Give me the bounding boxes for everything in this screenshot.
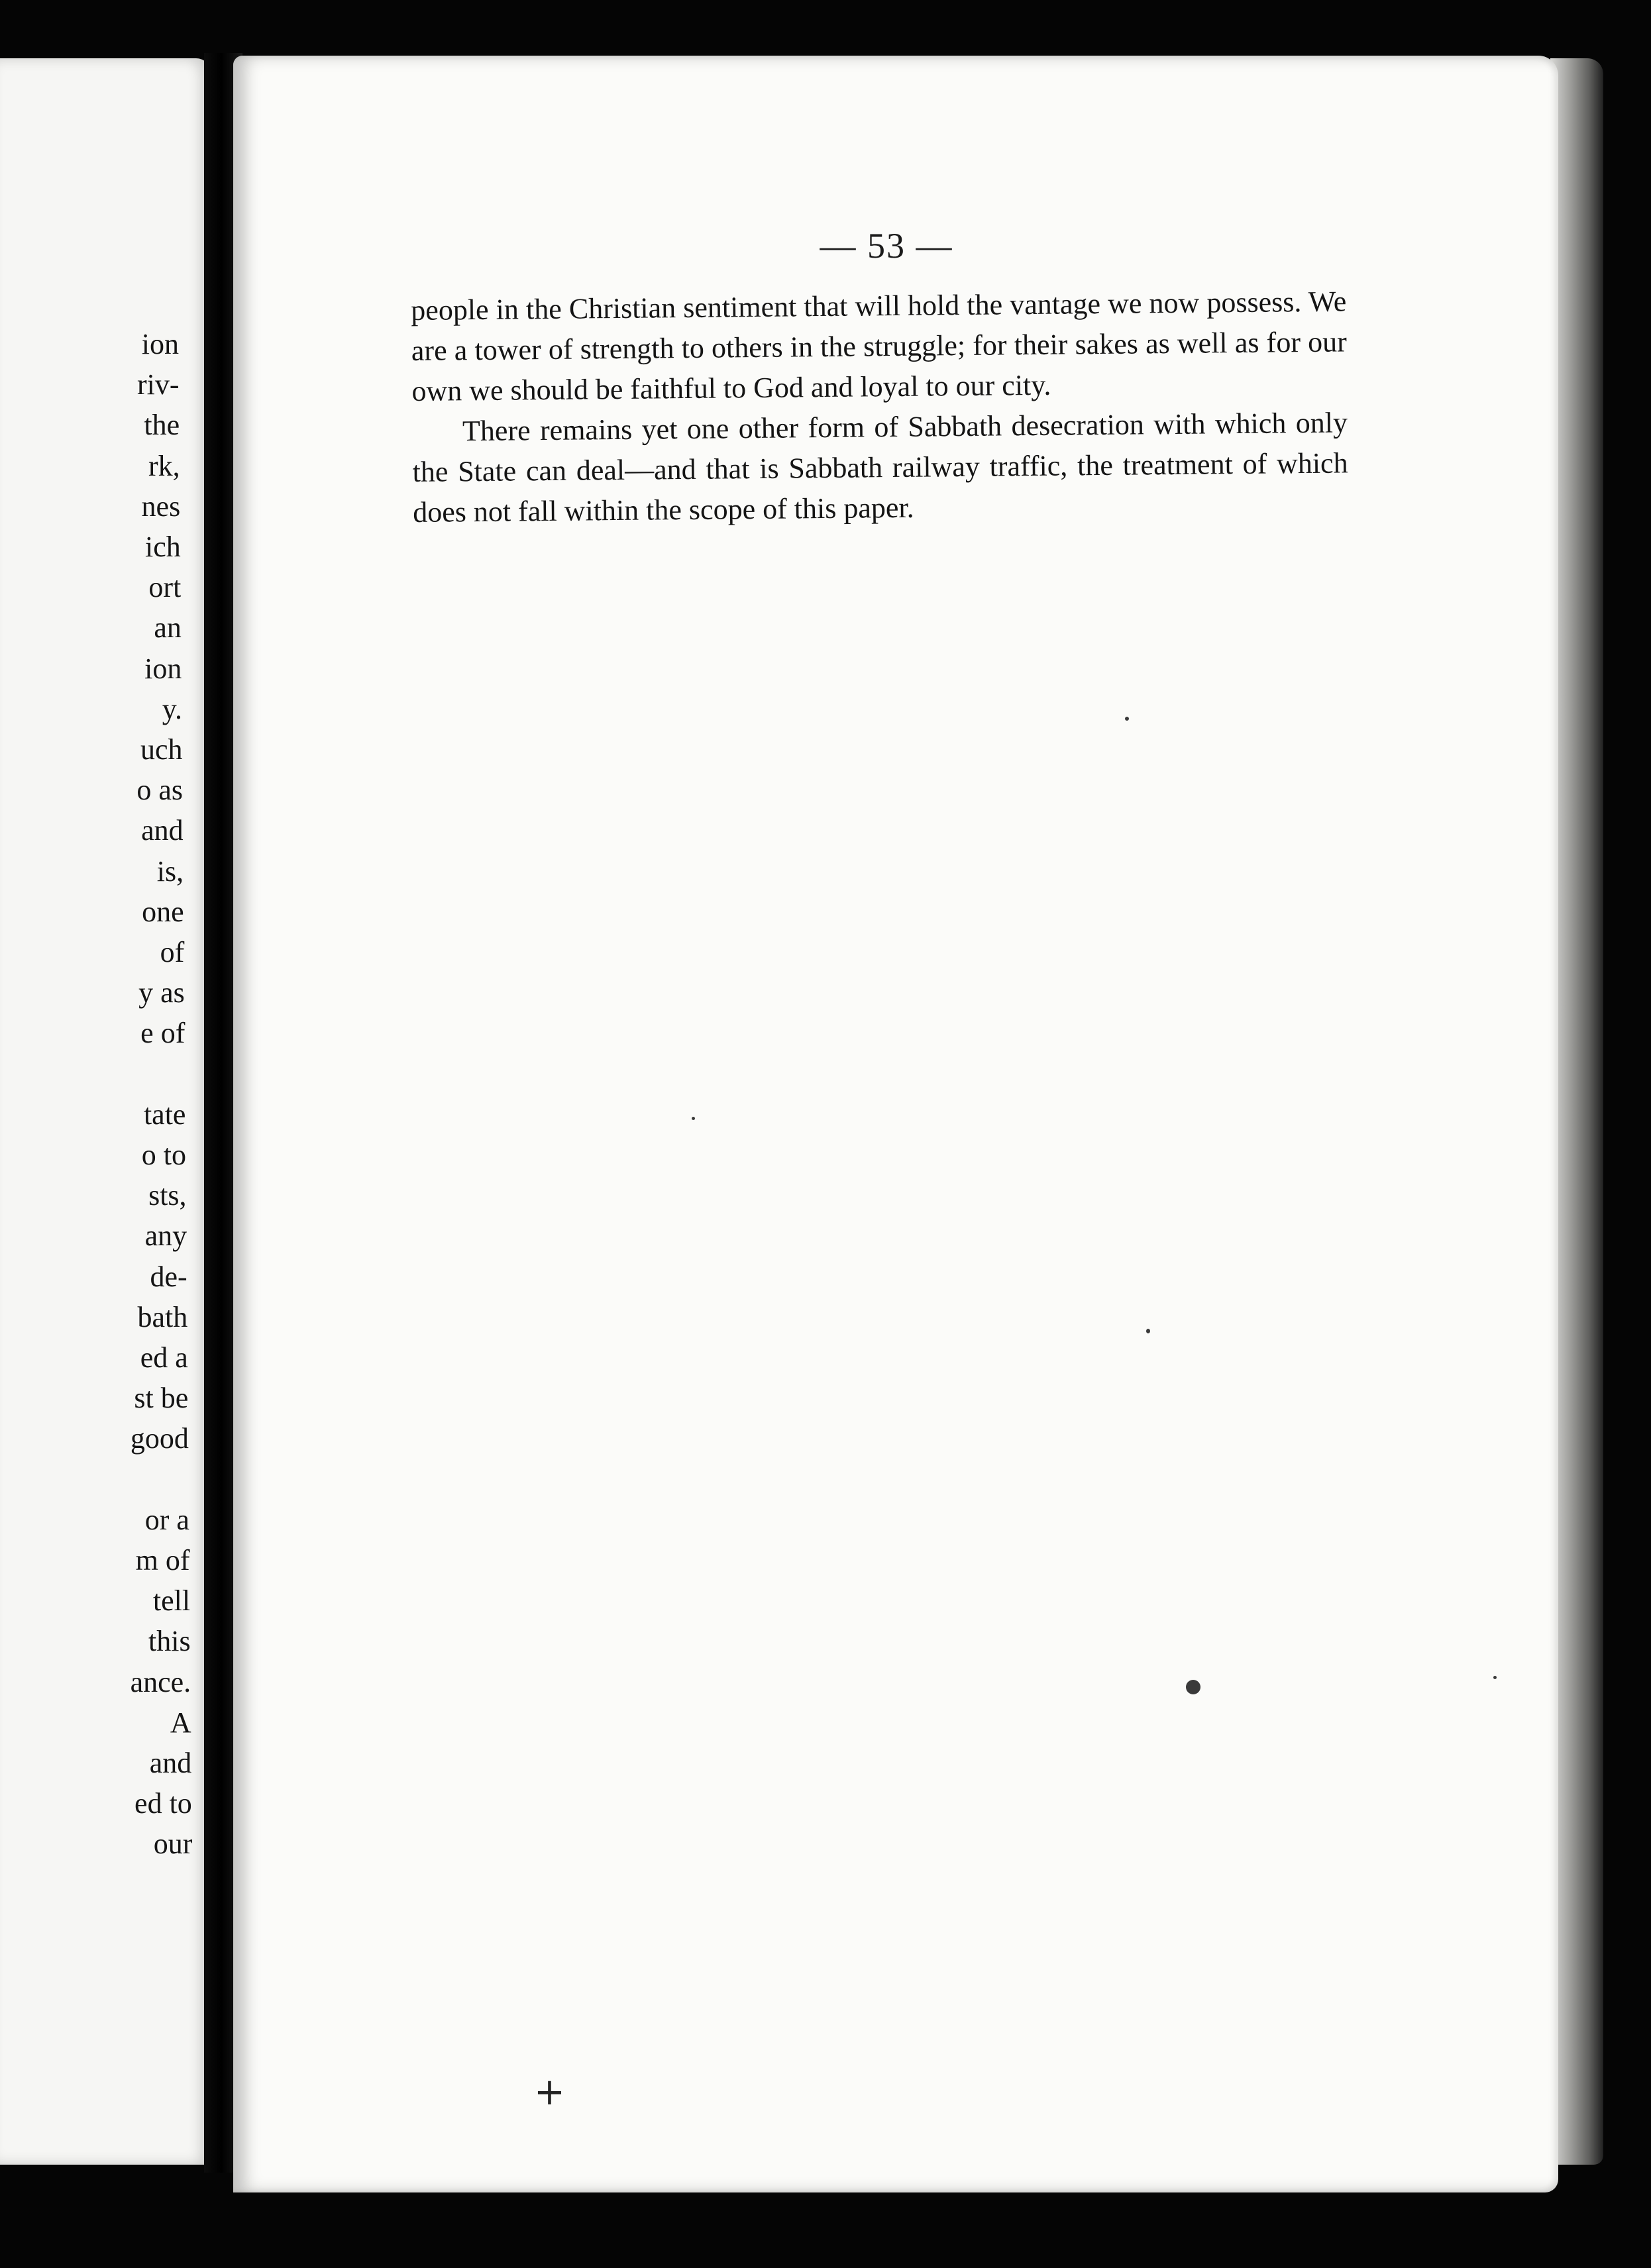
speck — [1186, 1680, 1200, 1694]
left-page-line-fragment: any — [144, 1219, 187, 1253]
left-page-line-fragment: of — [160, 936, 185, 968]
page-edge — [1550, 58, 1603, 2165]
left-page-line-fragment: nes — [141, 490, 181, 523]
left-page-line-fragment: tell — [152, 1584, 191, 1618]
left-page-line-fragment: de- — [150, 1260, 187, 1293]
left-page — [0, 58, 211, 2165]
left-page-line-fragment: sts, — [148, 1179, 187, 1212]
body-text — [411, 281, 1348, 533]
left-page-line-fragment: riv- — [137, 368, 180, 401]
left-page-line-fragment: this — [148, 1625, 191, 1658]
left-page-line-fragment: good — [130, 1422, 189, 1455]
left-page-line-fragment: is, — [156, 854, 184, 888]
paragraph-2: There remains yet one other form of Sabbath desecration with which only the State can deal—and that is Sabbath railway traffic, the treatment of which does not fall within the scope of this paper. — [412, 406, 1348, 529]
left-page-line-fragment: and — [149, 1747, 192, 1779]
speck — [1125, 717, 1129, 721]
left-page-line-fragment: ed to — [134, 1787, 192, 1820]
left-page-line-fragment: o as — [136, 774, 184, 807]
left-page-line-fragment: rk, — [148, 449, 180, 482]
left-page-line-fragment: uch — [140, 733, 183, 766]
left-page-line-fragment: our — [153, 1828, 193, 1861]
left-page-line-fragment: ich — [144, 531, 181, 563]
left-page-line-fragment: tate — [143, 1098, 186, 1131]
left-page-line-fragment: e of — [140, 1017, 186, 1050]
left-page-line-fragment: and — [141, 814, 184, 847]
speck — [692, 1117, 695, 1120]
page-number: — 53 — — [820, 226, 953, 266]
left-page-line-fragment: o to — [141, 1139, 186, 1171]
left-page-line-fragment: m of — [135, 1544, 190, 1576]
left-page-line-fragment: an — [154, 611, 182, 644]
left-page-line-fragment: A — [170, 1706, 191, 1739]
left-page-line-fragment: y. — [162, 692, 182, 725]
left-page-line-fragment: ed a — [140, 1341, 188, 1374]
left-page-line-fragment: y as — [138, 976, 185, 1009]
left-page-line-fragment: ion — [141, 328, 179, 360]
left-page-line-fragment: ance. — [130, 1665, 191, 1698]
left-page-line-fragment: st be — [134, 1382, 189, 1415]
left-page-line-fragment: the — [144, 409, 180, 442]
left-page-line-fragment: or a — [144, 1503, 189, 1536]
paragraph-1: people in the Christian sentiment that will hold the vantage we now possess. We are a tower of strength to others in the struggle; for their sakes as well as for our own we should be faithful to God and loyal to our city. — [411, 285, 1348, 407]
left-page-line-fragment: bath — [137, 1300, 188, 1333]
left-page-line-fragment: one — [142, 895, 184, 928]
margin-mark: + — [534, 2071, 565, 2114]
speck — [1493, 1676, 1497, 1679]
speck — [1146, 1329, 1150, 1333]
left-page-line-fragment: ion — [144, 652, 182, 685]
left-page-line-fragment: ort — [148, 571, 182, 604]
